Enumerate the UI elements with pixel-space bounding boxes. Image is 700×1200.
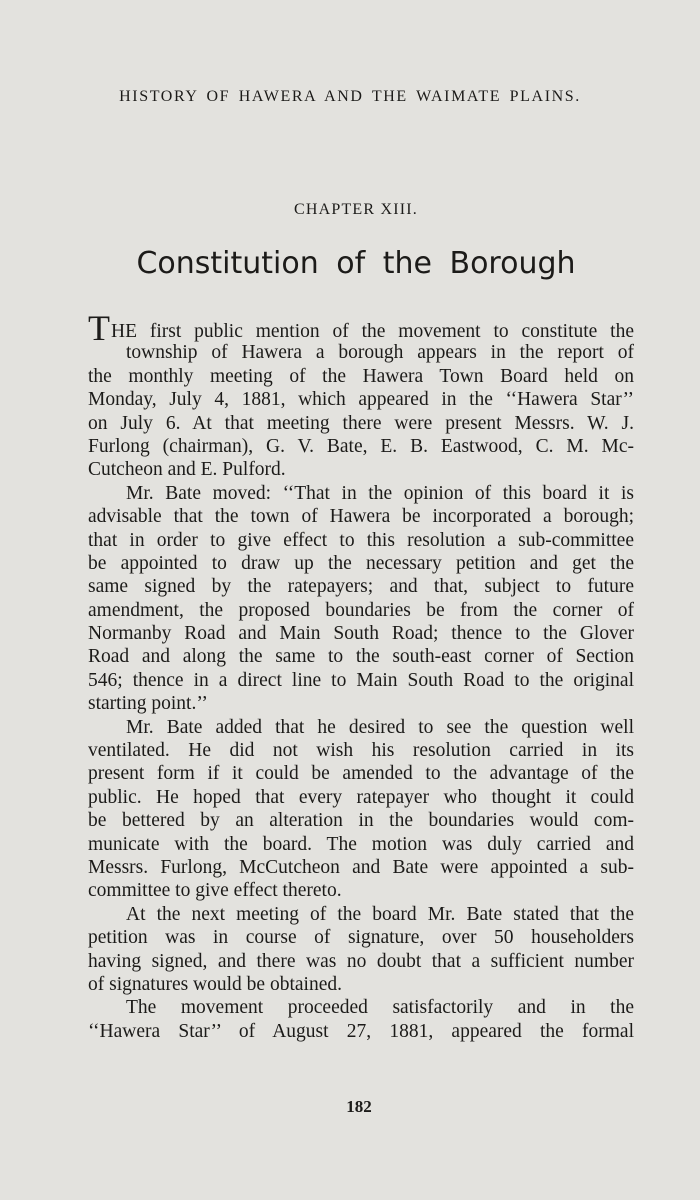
text-line: ventilated. He did not wish his resolution carried in its bbox=[88, 740, 634, 762]
text-line: same signed by the ratepayers; and that, subject to future bbox=[88, 576, 634, 598]
text-line: having signed, and there was no doubt that a sufficient number bbox=[88, 950, 634, 972]
text-line: Cutcheon and E. Pulford. bbox=[88, 459, 286, 481]
text-line: THE first public mention of the movement to constitute the bbox=[88, 308, 634, 348]
text-line: Monday, July 4, 1881, which appeared in the ‘‘Hawera Star’’ bbox=[88, 389, 634, 411]
text-line: Messrs. Furlong, McCutcheon and Bate were appointed a sub- bbox=[88, 856, 634, 878]
text-line: be appointed to draw up the necessary petition and get the bbox=[88, 552, 634, 574]
text-line: Mr. Bate moved: ‘‘That in the opinion of this board it is bbox=[126, 482, 634, 504]
text-line: be bettered by an alteration in the boundaries would com- bbox=[88, 810, 634, 832]
text-line: that in order to give effect to this resolution a sub-committee bbox=[88, 529, 634, 551]
text-line: committee to give effect thereto. bbox=[88, 880, 342, 902]
text-line: ‘‘Hawera Star’’ of August 27, 1881, appeared the formal bbox=[88, 1020, 634, 1042]
text-line: township of Hawera a borough appears in the report of bbox=[126, 342, 634, 364]
text-line: Furlong (chairman), G. V. Bate, E. B. Eastwood, C. M. Mc- bbox=[88, 435, 634, 457]
text-line: public. He hoped that every ratepayer who thought it could bbox=[88, 786, 634, 808]
text-line: starting point.’’ bbox=[88, 693, 208, 715]
page-number: 182 bbox=[346, 1097, 372, 1116]
chapter-title: Constitution of the Borough bbox=[136, 246, 576, 281]
text-line: At the next meeting of the board Mr. Bate stated that the bbox=[126, 903, 634, 925]
text-line: petition was in course of signature, over 50 householders bbox=[88, 927, 634, 949]
text-line: present form if it could be amended to the advantage of the bbox=[88, 763, 634, 785]
text-line: advisable that the town of Hawera be incorporated a borough; bbox=[88, 506, 634, 528]
text-line: The movement proceeded satisfactorily and in the bbox=[126, 997, 634, 1019]
text-line: Normanby Road and Main South Road; thence to the Glover bbox=[88, 623, 634, 645]
text-line: of signatures would be obtained. bbox=[88, 973, 342, 995]
text-line: amendment, the proposed boundaries be from the corner of bbox=[88, 599, 634, 621]
text-line: 546; thence in a direct line to Main South Road to the original bbox=[88, 669, 634, 691]
text-line: municate with the board. The motion was duly carried and bbox=[88, 833, 634, 855]
drop-cap: T bbox=[88, 308, 110, 348]
text-line: on July 6. At that meeting there were present Messrs. W. J. bbox=[88, 412, 634, 434]
text-line: the monthly meeting of the Hawera Town Board held on bbox=[88, 365, 634, 387]
text-line: Mr. Bate added that he desired to see the question well bbox=[126, 716, 634, 738]
chapter-label: CHAPTER XIII. bbox=[293, 201, 419, 218]
running-head: HISTORY OF HAWERA AND THE WAIMATE PLAINS. bbox=[119, 88, 581, 105]
text-line: Road and along the same to the south-east corner of Section bbox=[88, 646, 634, 668]
body-text bbox=[88, 308, 634, 1043]
